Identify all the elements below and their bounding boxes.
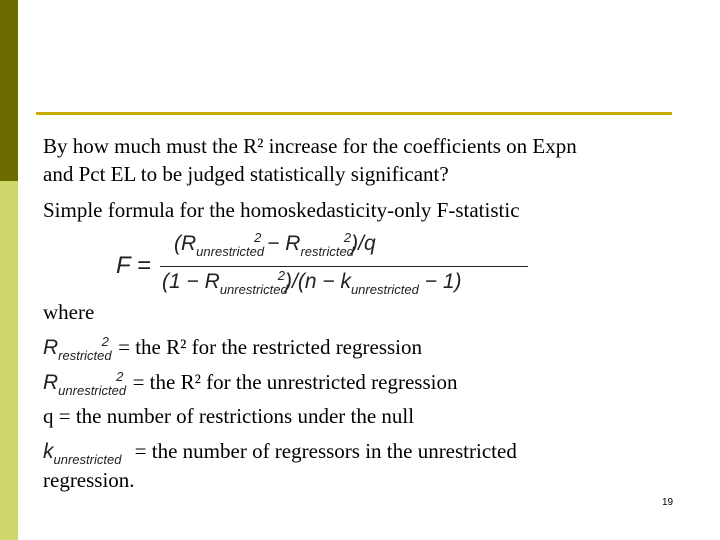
paren-open: ( — [297, 270, 305, 293]
r-symbol: R — [43, 336, 59, 359]
slash: / — [291, 270, 298, 293]
k-symbol: k — [340, 270, 351, 293]
k-symbol: k — [43, 440, 54, 463]
where-label — [43, 299, 94, 325]
fraction-bar — [160, 266, 528, 267]
question-line-1 — [43, 133, 577, 159]
subscript-restricted: restricted — [58, 348, 112, 363]
definition-text: = the R² for the restricted regression — [118, 335, 422, 359]
r-symbol: R — [181, 232, 197, 255]
superscript-2: 2 — [101, 334, 109, 349]
formula-intro-text: Simple formula for the homoskedasticity-only F-statistic — [43, 198, 520, 222]
definition-k-cont — [43, 467, 135, 493]
n-symbol: n — [304, 270, 317, 293]
r-symbol: R — [43, 371, 59, 394]
definition-r2-unrestricted — [43, 369, 457, 398]
r2-unrestricted-symbol — [43, 369, 127, 398]
one-symbol: 1 — [169, 270, 181, 293]
superscript-2: 2 — [277, 268, 285, 283]
page-number: 19 — [662, 497, 674, 508]
minus-sign: − — [424, 270, 437, 293]
question-text-cont: and Pct EL to be judged statistically significant? — [43, 162, 449, 186]
minus-sign: − — [322, 270, 335, 293]
formula-denominator — [162, 268, 462, 297]
r-symbol: R — [285, 232, 301, 255]
paren-close: ) — [351, 232, 359, 255]
superscript-2: 2 — [343, 230, 352, 245]
subscript-unrestricted: unrestricted — [53, 452, 122, 467]
paren-open: ( — [162, 270, 169, 293]
definition-q — [43, 403, 414, 429]
title-divider — [36, 112, 672, 115]
r2-restricted-symbol — [43, 334, 112, 363]
paren-close: ) — [284, 270, 292, 293]
formula-intro — [43, 197, 520, 223]
formula-lhs: F = — [116, 252, 151, 279]
definition-text-cont: regression. — [43, 468, 135, 492]
sidebar-top-accent — [0, 0, 18, 181]
sidebar-bottom-accent — [0, 181, 18, 540]
question-line-2 — [43, 161, 449, 187]
minus-sign: − — [267, 232, 280, 255]
paren-close: ) — [454, 270, 462, 293]
r-symbol: R — [204, 270, 220, 293]
question-text: By how much must the R² increase for the coefficients on Expn — [43, 134, 577, 158]
slash: / — [358, 232, 364, 255]
where-text: where — [43, 300, 95, 324]
k-unrestricted-symbol — [43, 440, 122, 467]
subscript-unrestricted: unrestricted — [58, 383, 127, 398]
definition-text: q = the number of restrictions under the null — [43, 404, 415, 428]
superscript-2: 2 — [116, 369, 124, 384]
definition-text: = the number of regressors in the unrestricted — [134, 439, 517, 463]
paren-open: ( — [174, 232, 181, 255]
subscript-unrestricted: unrestricted — [196, 244, 265, 259]
subscript-restricted: restricted — [300, 244, 354, 259]
formula-numerator — [174, 230, 376, 259]
subscript-unrestricted: unrestricted — [350, 282, 419, 297]
q-symbol: q — [364, 232, 376, 255]
subscript-unrestricted: unrestricted — [219, 282, 288, 297]
definition-k-unrestricted — [43, 438, 517, 467]
f-statistic-formula — [116, 232, 536, 302]
superscript-2: 2 — [254, 230, 262, 245]
one-symbol: 1 — [442, 270, 455, 293]
minus-sign: − — [186, 270, 199, 293]
definition-text: = the R² for the unrestricted regression — [132, 370, 458, 394]
definition-r2-restricted — [43, 334, 422, 363]
